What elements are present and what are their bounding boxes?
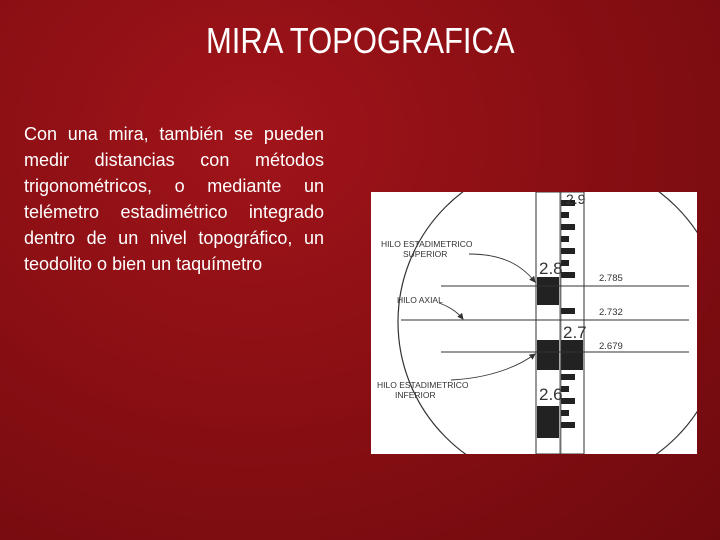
slide-title: MIRA TOPOGRAFICA: [206, 20, 515, 61]
axial-reading: 2.732: [599, 307, 623, 318]
axial-line-label: HILO AXIAL: [397, 295, 443, 305]
lower-reading: 2.679: [599, 341, 623, 352]
axial-leader-arrow: [439, 303, 463, 319]
staff-block: [537, 340, 559, 370]
lower-leader-arrow: [451, 354, 535, 380]
staff-number: 2.6: [539, 385, 563, 404]
upper-leader-arrow: [469, 254, 535, 282]
staff-block: [537, 277, 559, 305]
upper-reading: 2.785: [599, 273, 623, 284]
slide-body-text: Con una mira, también se pueden medir distancias con métodos trigonométricos, o mediante un telémetro estadimétrico integrado dentro de un nivel topográfico, un teodolito o bien un taquímetro: [24, 124, 324, 274]
staff-number: 2.8: [539, 259, 563, 278]
staff-number: 2.7: [563, 323, 587, 342]
staff-block: [537, 406, 559, 438]
stadia-reticle-figure: [371, 192, 697, 454]
staff-number: 2.9: [566, 192, 586, 207]
lower-line-label: HILO ESTADIMETRICO INFERIOR: [377, 380, 469, 400]
upper-line-label: HILO ESTADIMETRICO SUPERIOR: [381, 239, 473, 259]
